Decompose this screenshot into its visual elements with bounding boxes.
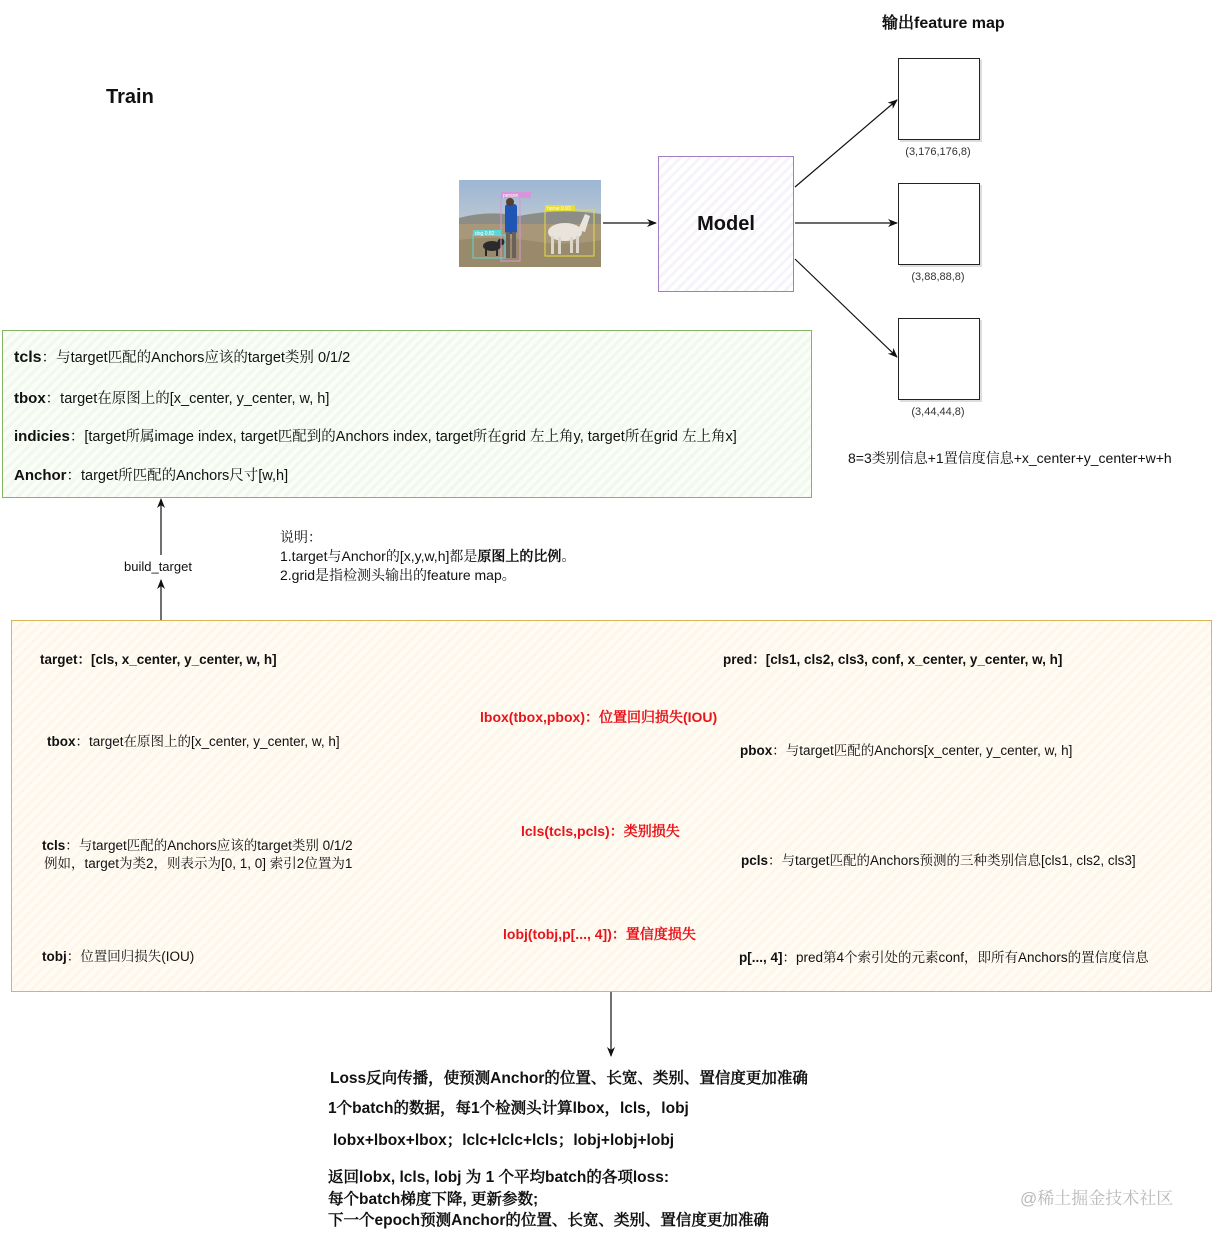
targets-indicies-line: [14, 425, 737, 446]
loss-pbox-text: ：与target匹配的Anchors[x_center, y_center, w, h]: [772, 743, 1073, 758]
model-to-fm1-arrow: [795, 100, 897, 187]
lobj-loss-label: lobj(tobj,p[..., 4])：置信度损失: [503, 926, 696, 942]
targets-anchor-line: [14, 464, 288, 485]
loss-pcls-line: [741, 849, 1136, 869]
feature-map-2: [898, 183, 980, 265]
detection-label-person: person: [503, 193, 519, 199]
channel-note: 8=3类别信息+1置信度信息+x_center+y_center+w+h: [848, 450, 1172, 466]
loss-tobj-text: ：位置回归损失(IOU): [66, 949, 195, 964]
note-title: 说明：: [280, 529, 322, 545]
train-title: Train: [106, 86, 154, 108]
targets-tcls-text: ：与target匹配的Anchors应该的target类别 0/1/2: [41, 350, 351, 366]
loss-tbox-line: [47, 730, 340, 750]
summary-line-3: lobx+lbox+lbox；lclc+lclc+lcls；lobj+lobj+lobj: [333, 1132, 675, 1149]
loss-tcls-text: ：与target匹配的Anchors应该的target类别 0/1/2: [65, 838, 353, 853]
targets-anchor-text: ：target所匹配的Anchors尺寸[w,h]: [66, 468, 289, 484]
targets-tbox-line: [14, 387, 329, 408]
loss-pcls-key: pcls: [741, 853, 769, 868]
feature-map-2-shape: (3,88,88,8): [911, 271, 965, 283]
targets-tbox-key: tbox: [14, 390, 46, 407]
feature-map-1-shape: (3,176,176,8): [905, 146, 971, 158]
loss-tcls-key: tcls: [42, 838, 66, 853]
note-line-1-a: 1.target与Anchor的[x,y,w,h]都是: [280, 548, 478, 564]
loss-target-key: target: [40, 652, 78, 667]
output-feature-map-title: 输出feature map: [882, 15, 1005, 32]
targets-tcls-line: [14, 346, 350, 367]
build-target-label: build_target: [124, 559, 192, 574]
feature-map-3-shape: (3,44,44,8): [911, 406, 965, 418]
note-line-1-c: 比例: [533, 548, 562, 564]
loss-computation-box: [11, 620, 1212, 992]
summary-line-1: Loss反向传播，使预测Anchor的位置、长宽、类别、置信度更加准确: [330, 1070, 808, 1087]
targets-tbox-text: ：target在原图上的[x_center, y_center, w, h]: [45, 391, 330, 407]
note-line-1-b: 原图上的: [477, 548, 534, 564]
watermark: @稀土掘金技术社区: [1020, 1189, 1174, 1208]
model-label: Model: [697, 212, 755, 235]
loss-target-text: ：[cls, x_center, y_center, w, h]: [77, 652, 277, 667]
loss-pbox-line: [740, 739, 1072, 759]
feature-map-3: [898, 318, 980, 400]
loss-p4-text: ：pred第4个索引处的元素conf，即所有Anchors的置信度信息: [782, 950, 1149, 965]
summary-line-2: 1个batch的数据，每1个检测头计算lbox，lcls，lobj: [328, 1100, 689, 1117]
note-line-1-d: 。: [561, 548, 576, 564]
loss-tbox-text: ：target在原图上的[x_center, y_center, w, h]: [75, 734, 340, 749]
loss-pred-key: pred: [723, 652, 753, 667]
lcls-loss-label: lcls(tcls,pcls)：类别损失: [521, 823, 680, 839]
loss-pred-text: ：[cls1, cls2, cls3, conf, x_center, y_center, w, h]: [752, 652, 1063, 667]
note-line-1: [280, 547, 575, 566]
note-line-2: 2.grid是指检测头输出的feature map。: [280, 567, 516, 583]
note-block: [280, 528, 575, 585]
lbox-loss-label: lbox(tbox,pbox)：位置回归损失(IOU): [480, 709, 718, 725]
targets-tcls-key: tcls: [14, 349, 42, 366]
summary-line-6: 下一个epoch预测Anchor的位置、长宽、类别、置信度更加准确: [328, 1212, 769, 1229]
loss-tbox-key: tbox: [47, 734, 76, 749]
loss-tobj-line: [42, 945, 194, 965]
build-target-output-box: [2, 330, 812, 498]
feature-map-1: [898, 58, 980, 140]
targets-indicies-text: ：[target所属image index, target匹配到的Anchors index, target所在grid 左上角y, target所在grid 左上角x]: [69, 429, 737, 445]
loss-tcls-example: 例如，target为类2，则表示为[0, 1, 0] 索引2位置为1: [44, 856, 353, 871]
model-box: [658, 156, 794, 292]
loss-pcls-text: ：与target匹配的Anchors预测的三种类别信息[cls1, cls2, cls3]: [768, 853, 1136, 868]
targets-indicies-key: indicies: [14, 428, 70, 445]
loss-tobj-key: tobj: [42, 949, 67, 964]
loss-target-line: [40, 648, 277, 668]
loss-p4-key: p[..., 4]: [739, 950, 783, 965]
loss-pbox-key: pbox: [740, 743, 773, 758]
summary-line-5: 每个batch梯度下降, 更新参数;: [328, 1191, 539, 1208]
summary-line-4: 返回lobx, lcls, lobj 为 1 个平均batch的各项loss:: [328, 1169, 670, 1186]
loss-p4-line: [739, 946, 1149, 966]
loss-tcls-line: [42, 834, 353, 854]
detection-label-horse: horse 0.93: [547, 206, 571, 212]
detection-label-dog: dog 0.82: [475, 231, 495, 237]
loss-pred-line: [723, 648, 1062, 668]
targets-anchor-key: Anchor: [14, 467, 67, 484]
input-image: [459, 180, 601, 267]
